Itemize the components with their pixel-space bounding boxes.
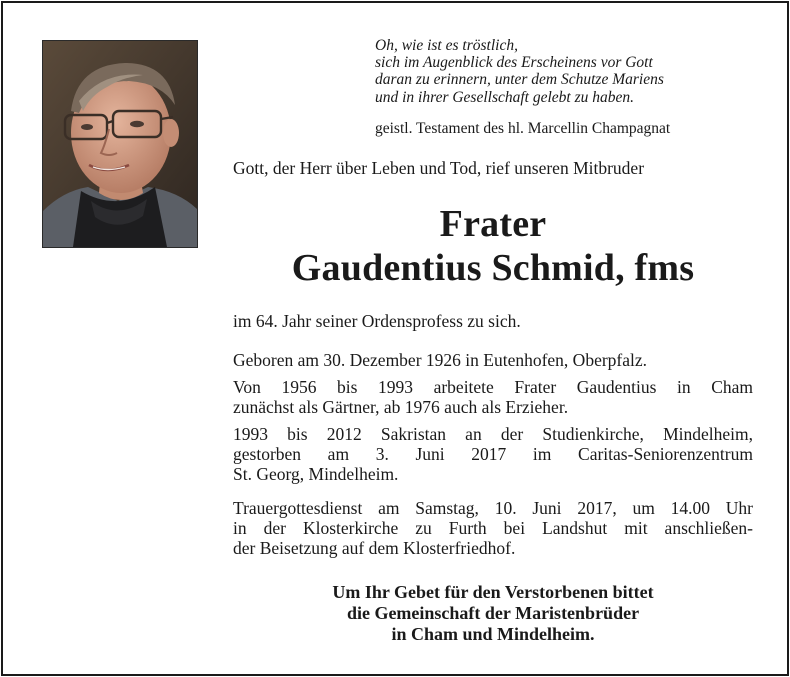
career-paragraph-1 — [233, 377, 753, 417]
funeral-line: Trauergottesdienst am Samstag, 10. Juni 2017, um 14.00 Uhr — [233, 498, 753, 518]
career-paragraph-2 — [233, 424, 753, 484]
quote-line: sich im Augenblick des Erscheinens vor Gott — [375, 54, 653, 72]
career-line: gestorben am 3. Juni 2017 im Caritas-Seniorenzentrum — [233, 444, 753, 464]
profession-sentence — [233, 311, 753, 331]
name-full-line: Gaudentius Schmid, fms — [291, 247, 695, 289]
career-line: 1993 bis 2012 Sakristan an der Studienkirche, Mindelheim, — [233, 424, 753, 444]
intro-sentence: Gott, der Herr über Leben und Tod, rief unseren Mitbruder — [233, 158, 645, 178]
career-line: Von 1956 bis 1993 arbeitete Frater Gaudentius in Cham — [233, 377, 753, 397]
career-line: zunächst als Gärtner, ab 1976 auch als Erzieher. — [233, 397, 569, 417]
quote-line: Oh, wie ist es tröstlich, — [375, 37, 518, 54]
closing-line: Um Ihr Gebet für den Verstorbenen bittet — [332, 582, 654, 602]
quote-attribution: geistl. Testament des hl. Marcellin Champagnat — [375, 120, 671, 137]
birth-info — [233, 350, 753, 370]
deceased-name — [203, 202, 783, 290]
name-title-line: Frater — [439, 203, 547, 245]
epigraph-quote — [375, 37, 765, 106]
quote-line: und in ihrer Gesellschaft gelebt zu haben. — [375, 88, 635, 106]
profession-line: im 64. Jahr seiner Ordensprofess zu sich. — [233, 311, 521, 331]
obituary-notice — [1, 1, 789, 676]
portrait-image — [43, 41, 197, 247]
quote-line: daran zu erinnern, unter dem Schutze Mariens — [375, 71, 664, 89]
career-line: St. Georg, Mindelheim. — [233, 464, 399, 484]
funeral-line: der Beisetzung auf dem Klosterfriedhof. — [233, 538, 516, 558]
closing-line: in Cham und Mindelheim. — [391, 624, 595, 644]
funeral-line: in der Klosterkirche zu Furth bei Landshut mit anschließen- — [233, 518, 753, 538]
closing-signature — [203, 582, 783, 645]
birth-line: Geboren am 30. Dezember 1926 in Eutenhofen, Oberpfalz. — [233, 350, 648, 370]
closing-line: die Gemeinschaft der Maristenbrüder — [346, 603, 640, 623]
portrait-photo — [42, 40, 198, 248]
funeral-info — [233, 498, 753, 558]
